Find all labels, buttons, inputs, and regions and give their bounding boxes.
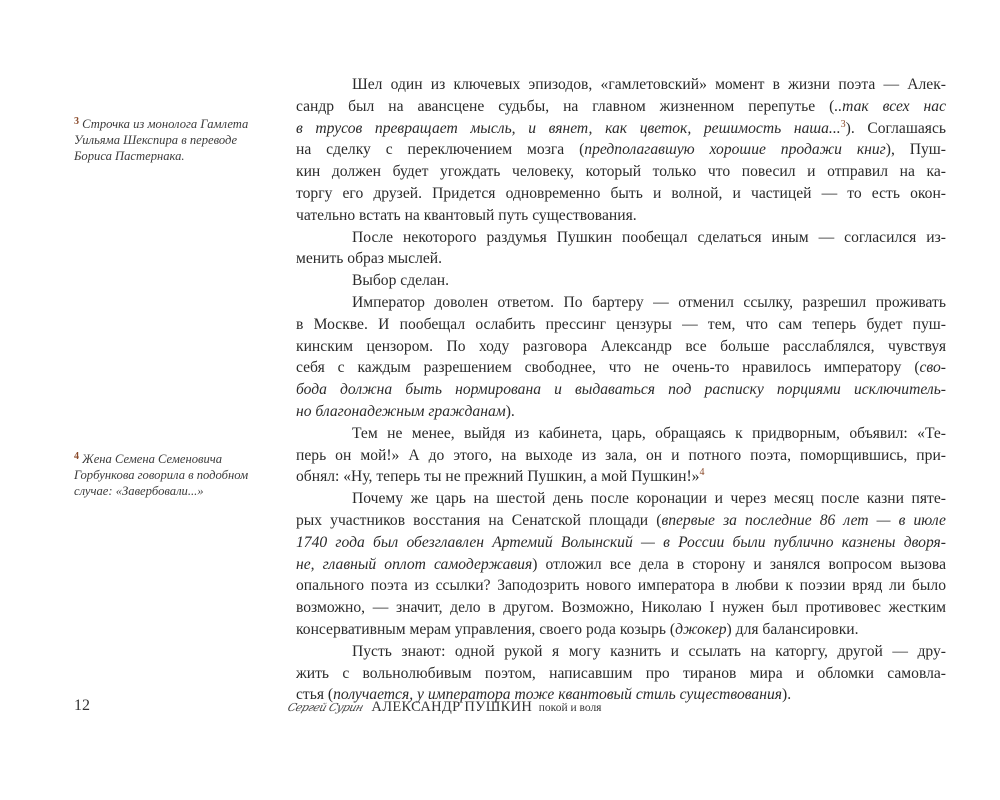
text-line <box>296 663 946 685</box>
text-line <box>296 161 946 183</box>
text-segment: ). <box>782 686 792 704</box>
text-line <box>296 641 946 663</box>
paragraph <box>296 292 946 423</box>
text-segment: в Москве. И пообещал ослабить прессинг цензуры — тем, что сам теперь будет пуш- <box>296 315 946 333</box>
text-segment: на сделку с переключением мозга ( <box>296 141 585 159</box>
italic-text: впервые за последние 86 лет — в июле <box>661 511 946 529</box>
paragraph <box>296 423 946 488</box>
text-line <box>296 314 946 336</box>
book-title: АЛЕКСАНДР ПУШКИН <box>371 699 533 715</box>
text-segment: консервативным мерам управления, своего рода козырь ( <box>296 620 676 638</box>
text-line <box>296 74 946 96</box>
text-line <box>296 510 946 532</box>
text-segment: кин должен будет угождать человеку, который только что повесил и отправил на ка- <box>296 163 946 181</box>
text-segment: ) отложил все дела в сторону и занялся вопросом вызова <box>532 555 946 573</box>
text-line <box>296 248 946 270</box>
text-segment: Пусть знают: одной рукой я могу казнить и ссылать на каторгу, другой — дру- <box>352 642 946 660</box>
text-line <box>296 466 946 488</box>
text-segment: кинским цензором. По ходу разговора Александр все больше расслаблялся, чувствуя <box>296 337 946 355</box>
footnote-4 <box>74 449 274 500</box>
text-line <box>296 532 946 554</box>
footnote-line: случае: «Завербовали...» <box>74 484 204 499</box>
text-line <box>296 183 946 205</box>
text-line <box>296 423 946 445</box>
text-segment: чательно встать на квантовый путь существования. <box>296 206 637 224</box>
text-line <box>296 227 946 249</box>
footnote-line: Жена Семена Семеновича <box>82 452 223 466</box>
text-segment: стья ( <box>296 686 334 704</box>
text-line <box>296 619 946 641</box>
paragraph <box>296 270 946 292</box>
text-line <box>296 118 946 140</box>
text-line <box>296 597 946 619</box>
text-line <box>296 270 946 292</box>
text-segment: торгу его друзей. Придется одновременно быть и волной, и частицей — то есть окон- <box>296 184 946 202</box>
text-segment: рых участников восстания на Сенатской площади ( <box>296 511 662 529</box>
text-segment: опального поэта из ссылки? Заподозрить нового императора в любви к поэзии вряд ли было <box>296 577 946 595</box>
italic-text: но благонадежным гражданам <box>296 402 506 420</box>
text-segment: Почему же царь на шестой день после коронации и через месяц после казни пяте- <box>352 490 946 508</box>
page-number: 12 <box>74 697 90 714</box>
italic-text: бода должна быть нормирована и выдаваться под расписку порциями исключитель- <box>296 381 946 399</box>
text-line <box>296 292 946 314</box>
text-segment: Император доволен ответом. По бартеру — отменил ссылку, разрешил проживать <box>352 293 946 311</box>
footnote-number: 4 <box>74 451 79 462</box>
text-line <box>296 445 946 467</box>
text-segment: ). <box>505 402 515 420</box>
text-segment: Тем не менее, выйдя из кабинета, царь, обращаясь к придворным, объявил: «Те- <box>352 424 946 442</box>
body-text <box>296 74 946 706</box>
page-footer <box>0 697 1000 721</box>
italic-text: ..так всех нас <box>834 97 946 115</box>
footnote-reference: 4 <box>699 467 705 479</box>
text-line <box>296 205 946 227</box>
footnote-line: Бориса Пастернака. <box>74 149 185 164</box>
footnote-line: Горбункова говорила в подобном <box>74 468 249 483</box>
text-line <box>296 139 946 161</box>
text-segment: Шел один из ключевых эпизодов, «гамлетовский» момент в жизни поэта — Алек- <box>352 76 946 93</box>
footnote-line: Уильяма Шекспира в переводе <box>74 133 238 148</box>
footnote-number: 3 <box>74 116 79 127</box>
text-segment: менить образ мыслей. <box>296 250 443 268</box>
text-segment: Выбор сделан. <box>352 272 450 290</box>
paragraph <box>296 488 946 641</box>
text-segment: себя с каждым разрешением свободнее, что не очень-то нравилось императору ( <box>296 359 920 377</box>
text-segment: ) для балансировки. <box>726 620 859 638</box>
text-segment: сандр был на авансцене судьбы, на главном жизненном перепутье ( <box>296 97 835 115</box>
text-segment: возможно, — значит, дело в другом. Возможно, Николаю I нужен был противовес жестким <box>296 599 946 617</box>
paragraph <box>296 74 946 227</box>
text-segment: После некоторого раздумья Пушкин пообещал сделаться иным — согласился из- <box>352 228 946 246</box>
author-signature: Сергей Сурин <box>285 701 365 714</box>
italic-text: сво- <box>919 359 946 377</box>
italic-text: джокер <box>675 620 727 638</box>
text-line <box>296 357 946 379</box>
text-line <box>296 336 946 358</box>
text-line <box>296 401 946 423</box>
paragraph <box>296 227 946 271</box>
text-segment: ). Соглашаясь <box>845 119 946 137</box>
text-line <box>296 575 946 597</box>
book-subtitle: покой и воля <box>538 702 602 714</box>
text-line <box>296 379 946 401</box>
text-line <box>296 554 946 576</box>
footnote-reference: 3 <box>840 118 846 130</box>
running-head <box>285 699 602 716</box>
italic-text: предполагавшую хорошие продажи книг <box>584 141 886 159</box>
text-segment: обнял: «Ну, теперь ты не прежний Пушкин, а мой Пушкин!» <box>296 468 700 486</box>
text-segment: жить с вольнолюбивым поэтом, написавшим про тиранов мира и обломки самовла- <box>296 664 946 682</box>
text-segment: перь он мой!» А до этого, на выходе из зала, он и потного поэта, поморщившись, при- <box>296 446 946 464</box>
text-segment: ), Пуш- <box>885 141 946 159</box>
italic-text: не, главный оплот самодержавия <box>296 555 533 573</box>
text-line <box>296 96 946 118</box>
italic-text: получается, у императора тоже квантовый стиль существования <box>333 686 782 704</box>
footnote-line: Строчка из монолога Гамлета <box>82 117 249 131</box>
text-line <box>296 488 946 510</box>
footnote-3 <box>74 114 274 165</box>
italic-text: 1740 года был обезглавлен Артемий Волынский — в России были публично казнены дворя- <box>296 533 946 551</box>
italic-text: в трусов превращает мысль, и вянет, как цветок, решимость наша... <box>296 119 841 137</box>
